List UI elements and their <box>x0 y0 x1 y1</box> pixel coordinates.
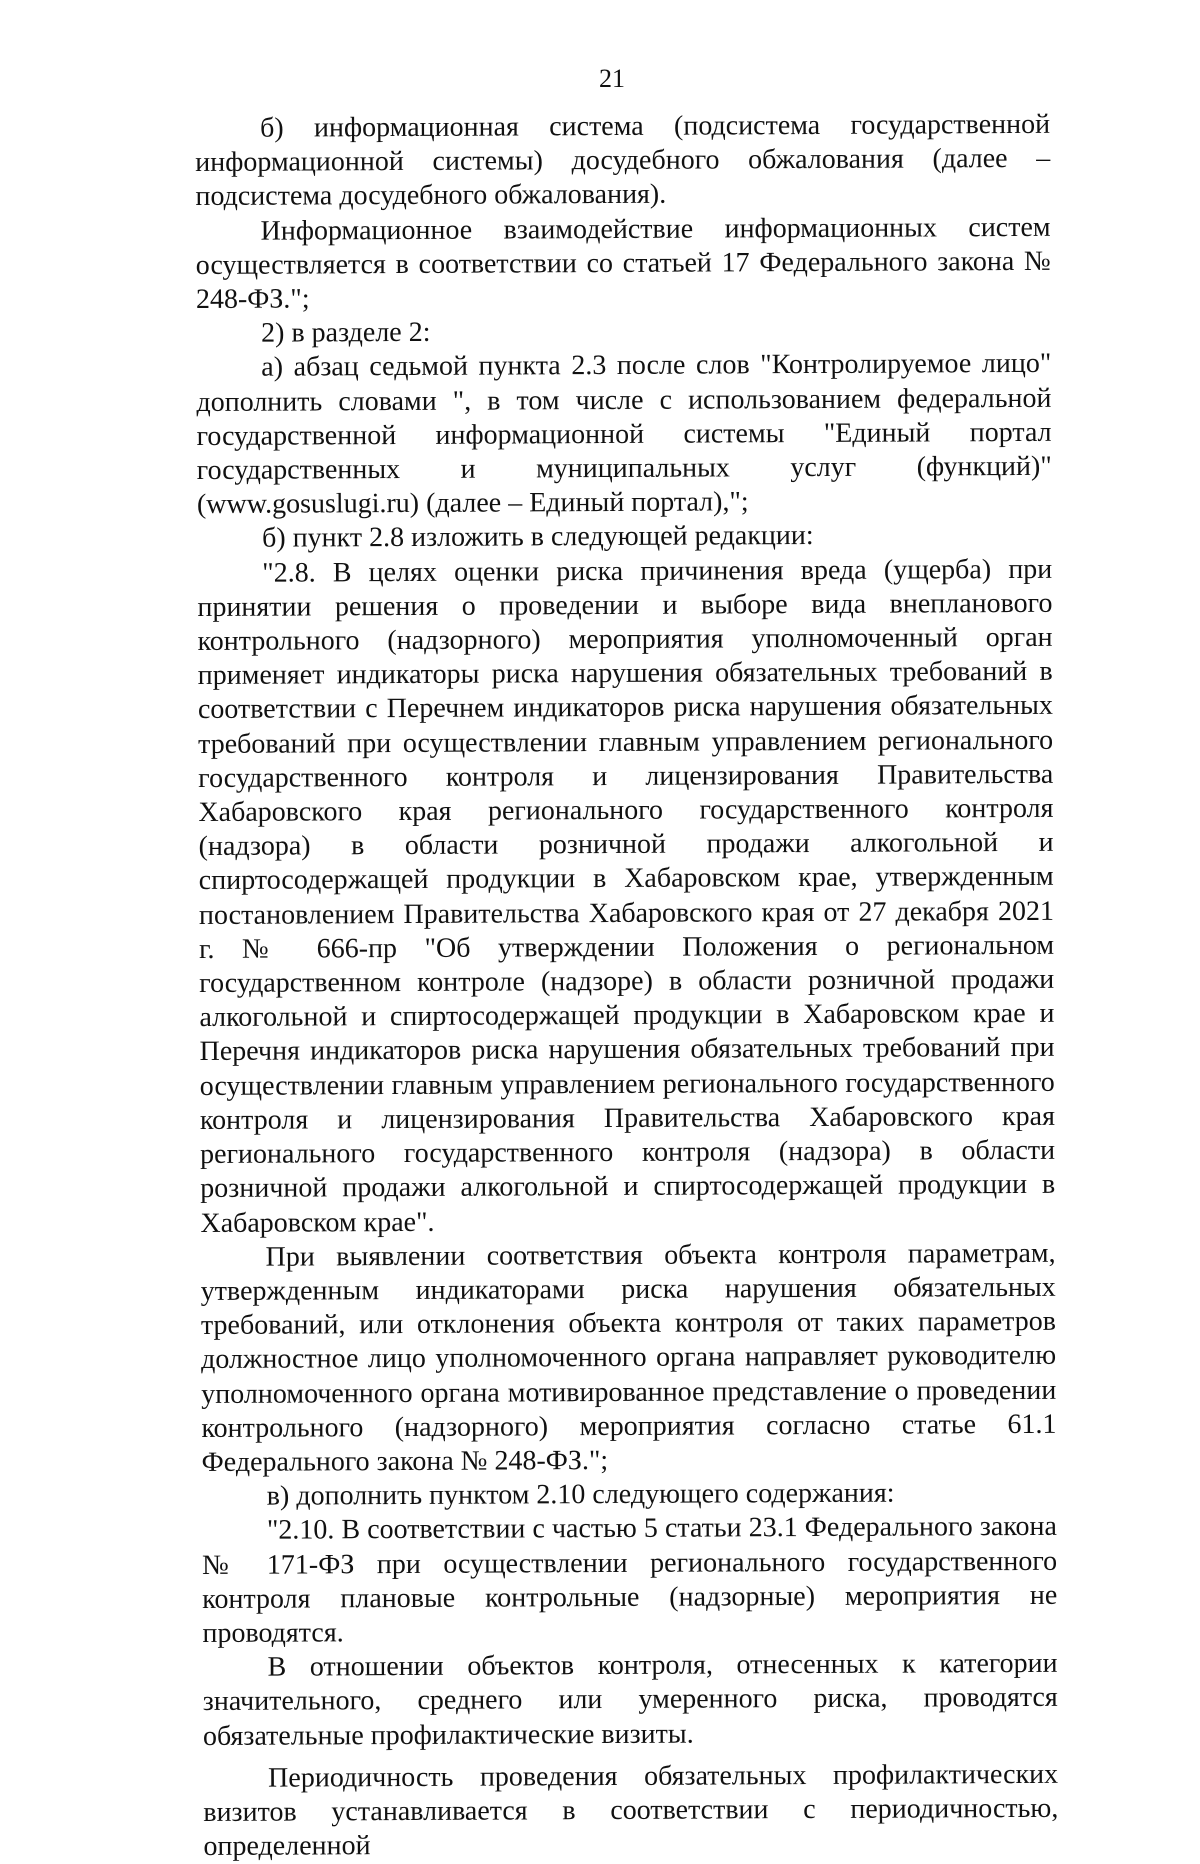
paragraph-item-2-10-text: "2.10. В соответствии с частью 5 статьи 23.1 Федерального закона № 171-ФЗ при осуществлении регионального государственного контроля плановые контрольные (надзорные) мероприятия не проводятся. <box>202 1511 1058 1649</box>
paragraph-interaction-article-17: Информационное взаимодействие информационных систем осуществляется в соответствии со статьей 17 Федерального закона № 248-ФЗ."; <box>195 211 1051 316</box>
paragraph-visit-periodicity: Периодичность проведения обязательных профилактических визитов устанавливается в соответствии с периодичностью, определенной <box>203 1758 1059 1863</box>
page-number: 21 <box>599 64 625 93</box>
paragraph-information-system: б) информационная система (подсистема государственной информационной системы) досудебного обжалования (далее – подсистема досудебного обжалования). <box>195 108 1051 213</box>
paragraph-item-2-3: а) абзац седьмой пункта 2.3 после слов "Контролируемое лицо" дополнить словами ", в том числе с использованием федеральной государственной информационной системы "Единый портал государственных и муниципальных услуг (функций)" (www.gosuslugi.ru) (далее – Единый портал),"; <box>196 348 1052 521</box>
paragraph-item-2-10-intro: в) дополнить пунктом 2.10 следующего содержания: <box>266 1477 895 1512</box>
paragraph-section-2: 2) в разделе 2: <box>261 317 431 349</box>
paragraph-item-2-8-intro: б) пункт 2.8 изложить в следующей редакции: <box>262 520 814 555</box>
document-body <box>195 108 1059 1864</box>
paragraph-risk-detection: При выявлении соответствия объекта контроля параметрам, утвержденным индикаторами риска нарушения обязательных требований, или отклонения объекта контроля от таких параметров должностное лицо уполномоченного органа направляет руководителю уполномоченного органа мотивированное представление о проведении контрольного (надзорного) мероприятия согласно статье 61.1 Федерального закона № 248-ФЗ."; <box>200 1237 1057 1478</box>
paragraph-item-2-8-text: "2.8. В целях оценки риска причинения вреда (ущерба) при принятии решения о проведении и выборе вида внепланового контрольного (надзорного) мероприятия уполномоченный орган применяет индикаторы риска нарушения обязательных требований в соответствии с Перечнем индикаторов риска нарушения обязательных требований при осуществлении главным управлением регионального государственного контроля и лицензирования Правительства Хабаровского края регионального государственного контроля (надзора) в области розничной продажи алкогольной и спиртосодержащей продукции в Хабаровском крае, утвержденным постановлением Правительства Хабаровского края от 27 декабря 2021 г. № 666-пр "Об утверждении Положения о региональном государственном контроле (надзоре) в области розничной продажи алкогольной и спиртосодержащей продукции в Хабаровском крае и Перечня индикаторов риска нарушения обязательных требований при осуществлении главным управлением регионального государственного контроля и лицензирования Правительства Хабаровского края регионального государственного контроля (надзора) в области розничной продажи алкогольной и спиртосодержащей продукции в Хабаровском крае". <box>197 553 1056 1239</box>
paragraph-risk-categories: В отношении объектов контроля, отнесенных к категории значительного, среднего или умеренного риска, проводятся обязательные профилактические визиты. <box>202 1647 1058 1752</box>
